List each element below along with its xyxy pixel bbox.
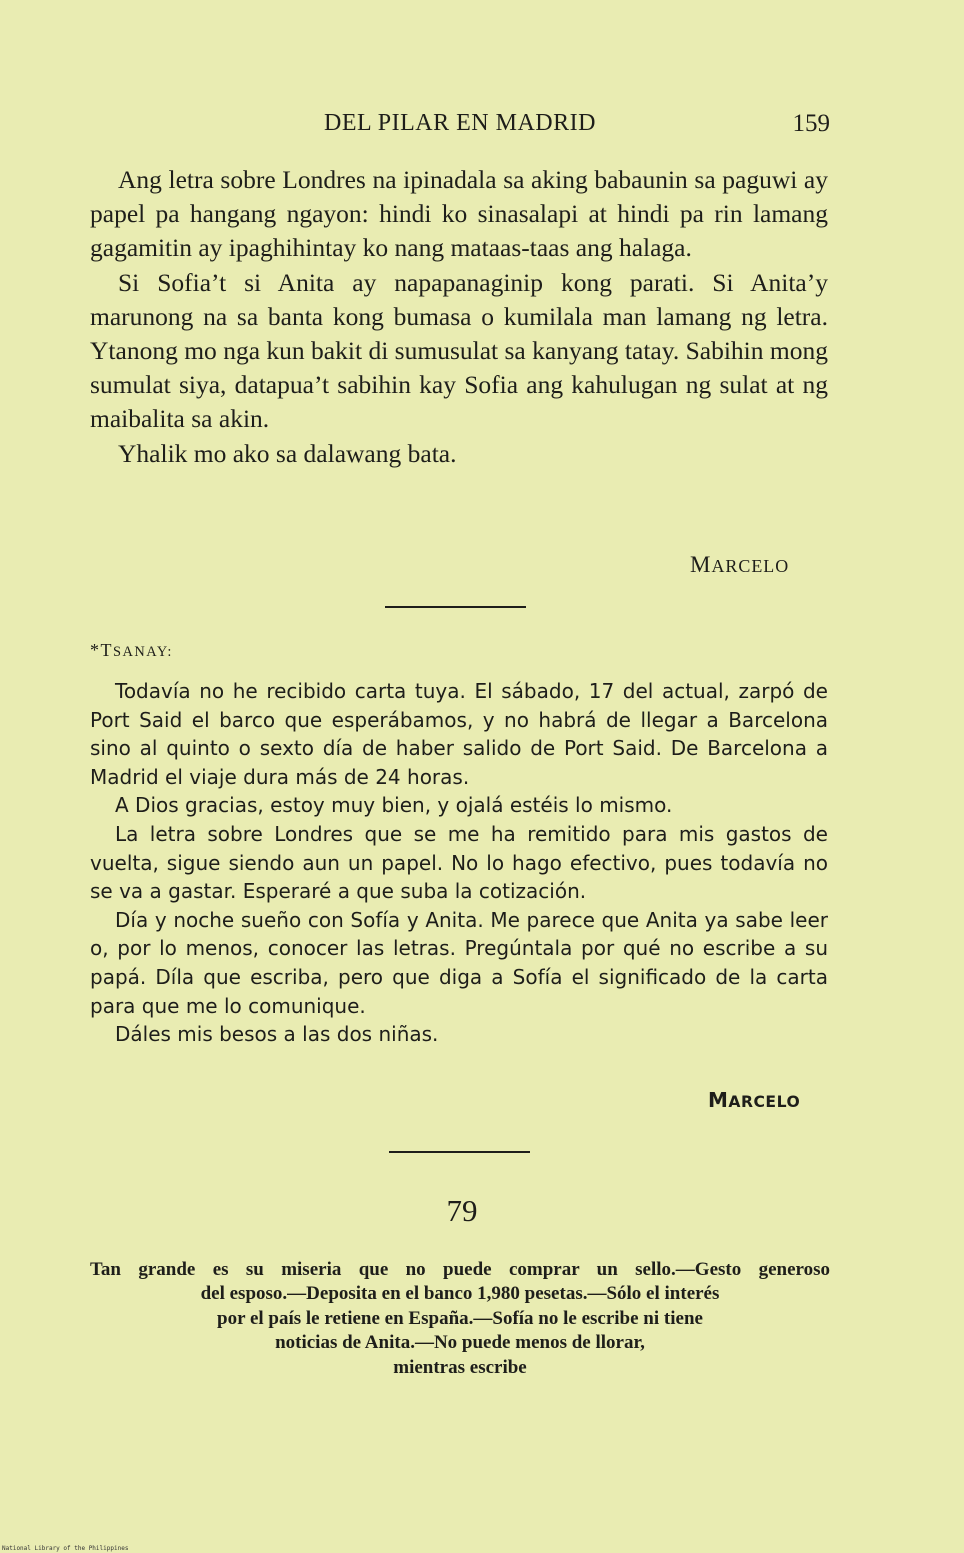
spanish-paragraph: Todavía no he recibido carta tuya. El sábado, 17 del actual, zarpó de Port Said el barco que esperábamos, y no habrá de llegar a Barcelona sino al quinto o sexto día de haber salido de Port Said. De Barcelona a Madrid el viaje dura más de 24 horas. xyxy=(90,679,828,789)
signature-initial: M xyxy=(708,1088,729,1112)
letter-number: 79 xyxy=(446,1193,478,1228)
tagalog-paragraph: Si Sofia’t si Anita ay napapanaginip kong parati. Si Anita’y marunong na sa banta kong bumasa o kumilala man lamang ng letra. Ytanong mo nga kun bakit di sumusulat sa kanyang tatay. Sabihin mong sumulat siya, datapua’t sabihin kay Sofia ang kahulugan ng sulat at ng maibalita sa akin. xyxy=(90,267,828,434)
spanish-translation-body xyxy=(90,677,828,1049)
signature-rest: ARCELO xyxy=(711,556,790,576)
spanish-paragraph: A Dios gracias, estoy muy bien, y ojalá estéis lo mismo. xyxy=(115,793,673,818)
spanish-paragraph: Día y noche sueño con Sofía y Anita. Me parece que Anita ya sabe leer o, por lo menos, conocer las letras. Pregúntala por qué no escribe a su papá. Díla que escriba, pero que diga a Sofía el significado de la carta para que me lo comunique. xyxy=(90,907,828,1018)
signature-initial: M xyxy=(690,552,712,577)
tagalog-paragraph: Yhalik mo ako sa dalawang bata. xyxy=(118,438,457,468)
summary-line: mientras escribe xyxy=(393,1356,527,1378)
spanish-paragraph: La letra sobre Londres que se me ha remitido para mis gastos de vuelta, sigue siendo aun un papel. No lo hago efectivo, pues todavía no se va a gastar. Esperaré a que suba la cotización. xyxy=(90,821,828,904)
section-divider xyxy=(385,606,526,608)
spanish-addressee xyxy=(90,640,173,661)
spanish-signature xyxy=(708,1088,800,1112)
summary-line: por el país le retiene en España.—Sofía no le escribe ni tiene xyxy=(217,1307,703,1329)
summary-line: del esposo.—Deposita en el banco 1,980 pesetas.—Sólo el interés xyxy=(200,1283,720,1305)
summary-line: Tan grande es su miseria que no puede comprar un sello.—Gesto generoso xyxy=(90,1259,830,1280)
tagalog-paragraph: Ang letra sobre Londres na ipinadala sa aking babaunin sa paguwi ay papel pa hangang ngayon: hindi ko sinasalapi at hindi pa rin lamang gagamitin ay ipaghihintay ko nang mataas-taas ang halaga. xyxy=(90,165,828,263)
addressee-rest: SANAY: xyxy=(113,644,173,660)
page-number: 159 xyxy=(792,110,830,137)
running-head xyxy=(90,110,830,142)
footnote-asterisk: * xyxy=(90,640,101,660)
spanish-paragraph: Dáles mis besos a las dos niñas. xyxy=(115,1022,439,1047)
addressee-initial: T xyxy=(100,640,113,660)
letter-summary xyxy=(90,1258,830,1380)
tagalog-letter-body xyxy=(90,163,828,471)
section-divider xyxy=(389,1151,530,1153)
running-head-title: DEL PILAR EN MADRID xyxy=(324,110,596,136)
summary-line: noticias de Anita.—No puede menos de llorar, xyxy=(275,1332,645,1354)
library-stamp: National Library of the Philippines xyxy=(2,1545,129,1552)
tagalog-signature xyxy=(690,552,789,578)
signature-rest: ARCELO xyxy=(728,1093,801,1111)
